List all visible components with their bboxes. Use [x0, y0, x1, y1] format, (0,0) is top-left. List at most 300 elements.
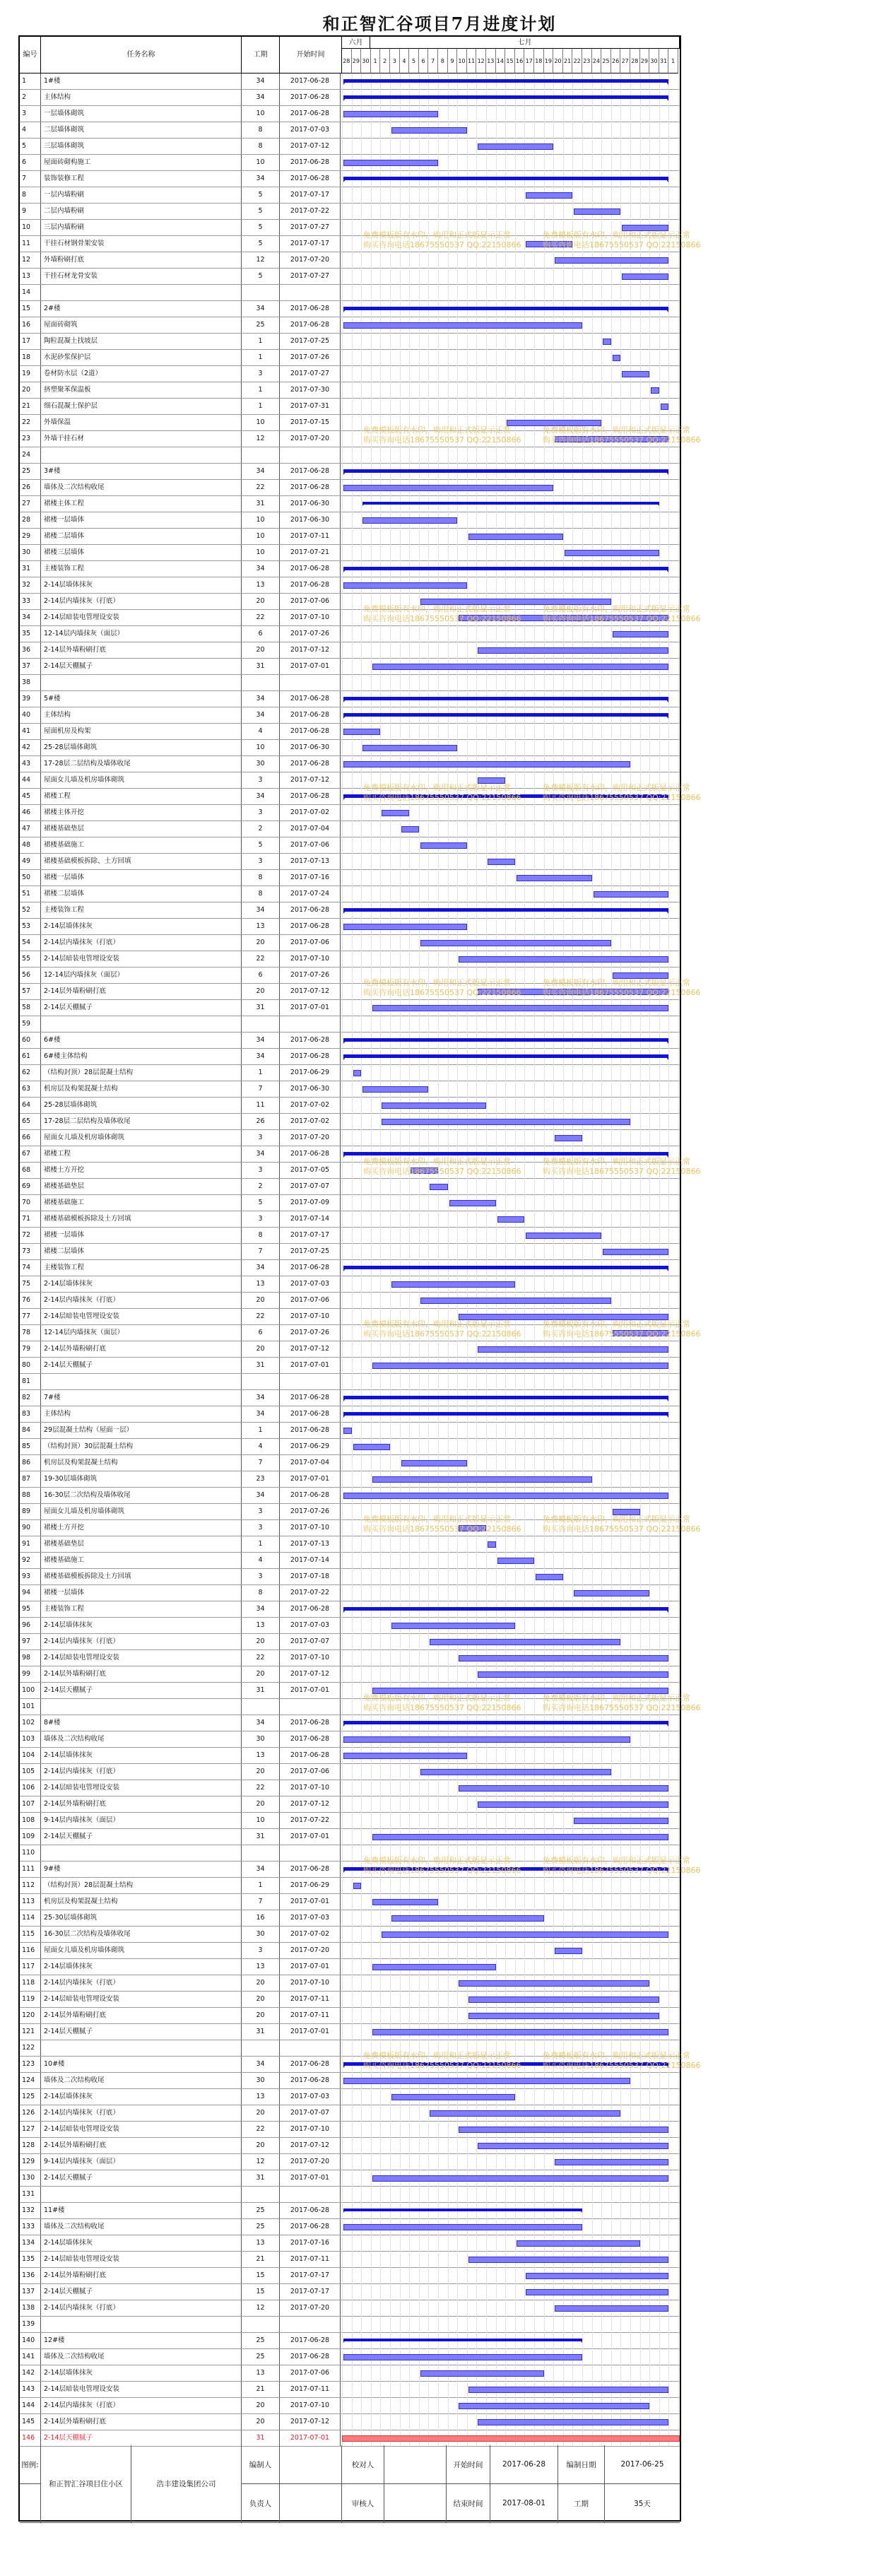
task-bar[interactable]: [459, 2403, 649, 2409]
task-no: 140: [20, 2333, 41, 2348]
task-name: 25-28层墙体砌筑: [41, 1098, 242, 1113]
task-name: 机房层及构架混凝土结构: [41, 1081, 242, 1097]
task-name: 裙楼基础模板拆除及土方回填: [41, 1211, 242, 1227]
task-bar[interactable]: [555, 1948, 582, 1954]
task-bar[interactable]: [555, 2305, 668, 2312]
task-no: 114: [20, 1910, 41, 1926]
watermark-line1: 免费模板版有水印，购用和正式版显示正常: [543, 1157, 690, 1166]
day-header-cell: 31: [659, 49, 669, 73]
summary-bar[interactable]: [343, 79, 668, 83]
task-duration: 34: [242, 789, 280, 804]
task-name: [41, 447, 242, 463]
task-duration: 1: [242, 382, 280, 398]
task-bar[interactable]: [459, 1314, 668, 1320]
task-start: 2017-06-28: [280, 2219, 341, 2235]
task-bar[interactable]: [459, 1525, 486, 1531]
task-name: 2-14层墙体抹灰: [41, 2365, 242, 2381]
task-duration: 31: [242, 1683, 280, 1698]
summary-bar[interactable]: [343, 2339, 582, 2341]
task-name: 墙体及二次结构收尾: [41, 2349, 242, 2365]
grid-line: [611, 73, 612, 2445]
task-bar[interactable]: [478, 1346, 668, 1353]
task-bar[interactable]: [372, 1688, 669, 1694]
summary-bar[interactable]: [343, 307, 668, 310]
grid-line: [524, 73, 525, 2445]
task-no: 123: [20, 2057, 41, 2072]
task-bar[interactable]: [391, 1281, 515, 1288]
task-bar[interactable]: [526, 192, 572, 199]
summary-bar[interactable]: [362, 502, 659, 505]
task-name: 2-14层内墙抹灰（打底）: [41, 2105, 242, 2121]
task-bar[interactable]: [565, 550, 659, 556]
day-header-cell: 10: [457, 49, 467, 73]
task-start: 2017-07-15: [280, 415, 341, 430]
task-start: 2017-07-06: [280, 837, 341, 853]
task-no: 99: [20, 1666, 41, 1682]
grid-line: [592, 73, 593, 2445]
task-no: 19: [20, 366, 41, 382]
grid-line: [563, 73, 564, 2445]
task-start: 2017-07-02: [280, 1114, 341, 1129]
task-duration: 12: [242, 2154, 280, 2170]
task-duration: 12: [242, 2300, 280, 2316]
task-bar[interactable]: [382, 810, 409, 816]
task-bar[interactable]: [343, 2224, 582, 2230]
task-bar[interactable]: [362, 1086, 428, 1093]
task-bar[interactable]: [420, 1298, 611, 1304]
task-bar[interactable]: [382, 1931, 668, 1938]
task-no: 93: [20, 1569, 41, 1584]
task-bar[interactable]: [613, 355, 621, 361]
task-bar[interactable]: [343, 924, 467, 930]
task-bar[interactable]: [478, 777, 505, 784]
task-bar[interactable]: [651, 387, 659, 394]
task-bar[interactable]: [468, 1996, 659, 2003]
summary-bar[interactable]: [343, 1607, 668, 1611]
task-start: 2017-06-28: [280, 90, 341, 105]
task-duration: 5: [242, 269, 280, 284]
task-no: 92: [20, 1553, 41, 1568]
task-bar[interactable]: [555, 2159, 668, 2165]
task-duration: 2: [242, 1179, 280, 1194]
task-bar[interactable]: [497, 1216, 525, 1223]
task-no: 12: [20, 252, 41, 268]
task-start: [280, 675, 341, 690]
task-bar[interactable]: [574, 208, 620, 215]
task-bar[interactable]: [343, 1736, 630, 1743]
footer-reviewer-value[interactable]: [384, 2484, 447, 2523]
task-start: 2017-06-28: [280, 1715, 341, 1731]
task-bar[interactable]: [343, 2078, 630, 2084]
task-bar[interactable]: [420, 1769, 611, 1775]
task-bar[interactable]: [622, 225, 668, 231]
task-duration: 2: [242, 821, 280, 837]
task-name: 屋面女儿墙及机房墙体砌筑: [41, 1130, 242, 1146]
task-no: 1: [20, 73, 41, 89]
task-duration: 34: [242, 1862, 280, 1877]
task-no: 47: [20, 821, 41, 837]
task-name: 二层墙体砌筑: [41, 122, 242, 138]
task-bar[interactable]: [343, 729, 380, 735]
task-bar[interactable]: [574, 1818, 668, 1824]
task-bar[interactable]: [594, 891, 669, 898]
task-bar[interactable]: [343, 322, 582, 329]
watermark-line1: 免费模板版有水印，购用和正式版显示正常: [543, 1319, 690, 1329]
task-bar[interactable]: [343, 2354, 582, 2360]
summary-bar[interactable]: [343, 794, 668, 798]
task-bar[interactable]: [372, 1363, 669, 1369]
task-name: [41, 675, 242, 690]
task-bar[interactable]: [536, 1574, 563, 1580]
task-bar[interactable]: [613, 1330, 669, 1336]
task-start: 2017-06-28: [280, 691, 341, 707]
task-duration: 34: [242, 171, 280, 187]
header-start[interactable]: 开始时间: [280, 37, 342, 73]
task-bar[interactable]: [420, 599, 611, 605]
header-no[interactable]: 编号: [20, 37, 41, 73]
watermark-line2: 购买咨询电话18675550537 QQ:22150866: [543, 1866, 701, 1875]
day-header-cell: 4: [400, 49, 410, 73]
summary-bar[interactable]: [343, 1266, 668, 1269]
task-duration: 20: [242, 1764, 280, 1780]
task-bar[interactable]: [372, 1899, 438, 1905]
task-start: 2017-07-02: [280, 805, 341, 821]
task-bar[interactable]: [507, 420, 601, 426]
task-bar[interactable]: [622, 371, 649, 377]
task-bar[interactable]: [372, 2175, 669, 2182]
task-bar[interactable]: [420, 940, 611, 946]
task-bar[interactable]: [343, 761, 630, 767]
task-bar[interactable]: [372, 664, 669, 670]
task-duration: 13: [242, 919, 280, 934]
task-bar[interactable]: [420, 2370, 544, 2377]
watermark-line1: 免费模板版有水印，购用和正式版显示正常: [543, 425, 690, 435]
task-start: 2017-07-13: [280, 854, 341, 869]
task-name: 2-14层暗装电管埋设安装: [41, 1650, 242, 1666]
watermark-line1: 免费模板版有水印，购用和正式版显示正常: [363, 978, 511, 987]
summary-bar[interactable]: [343, 1867, 668, 1871]
summary-bar[interactable]: [343, 95, 668, 99]
task-bar[interactable]: [353, 1070, 362, 1076]
task-name: 主楼装饰工程: [41, 1260, 242, 1276]
summary-bar[interactable]: [343, 908, 668, 912]
watermark-line1: 免费模板版有水印，购用和正式版显示正常: [363, 2051, 511, 2060]
task-duration: 3: [242, 1520, 280, 1536]
task-duration: 13: [242, 2089, 280, 2105]
task-name: 11#楼: [41, 2203, 242, 2218]
task-start: 2017-07-06: [280, 594, 341, 609]
task-duration: 10: [242, 740, 280, 755]
task-bar[interactable]: [661, 404, 669, 410]
task-bar[interactable]: [382, 1119, 630, 1125]
task-no: 42: [20, 740, 41, 755]
task-bar[interactable]: [343, 160, 438, 166]
task-duration: 10: [242, 545, 280, 560]
task-name: 屋面女儿墙及机房墙体砌筑: [41, 1504, 242, 1519]
task-name: 2-14层天棚腻子: [41, 659, 242, 674]
summary-bar[interactable]: [343, 469, 668, 473]
task-duration: 12: [242, 431, 280, 447]
task-duration: 5: [242, 187, 280, 203]
task-bar[interactable]: [430, 1639, 620, 1645]
task-bar[interactable]: [459, 615, 668, 621]
watermark-line1: 免费模板版有水印，购用和正式版显示正常: [363, 1693, 511, 1702]
watermark-line1: 免费模板版有水印，购用和正式版显示正常: [363, 1157, 511, 1166]
task-duration: 30: [242, 756, 280, 772]
task-duration: 34: [242, 2057, 280, 2072]
summary-bar[interactable]: [343, 1038, 668, 1042]
task-bar[interactable]: [420, 842, 467, 849]
task-start: 2017-07-17: [280, 2284, 341, 2300]
task-bar[interactable]: [478, 1671, 668, 1678]
task-bar[interactable]: [343, 582, 467, 589]
task-bar[interactable]: [459, 1980, 649, 1987]
task-no: 17: [20, 334, 41, 349]
task-bar[interactable]: [468, 2013, 659, 2019]
task-start: 2017-06-30: [280, 496, 341, 512]
task-duration: 5: [242, 236, 280, 252]
day-header-cell: 6: [419, 49, 429, 73]
task-start: [280, 1699, 341, 1715]
task-duration: 20: [242, 642, 280, 658]
task-bar[interactable]: [372, 1964, 496, 1970]
task-name: 屋面机房及构架: [41, 724, 242, 739]
task-bar[interactable]: [382, 1102, 486, 1109]
task-name: （结构封顶）28层混凝土结构: [41, 1065, 242, 1081]
watermark-line1: 免费模板版有水印，购用和正式版显示正常: [363, 230, 511, 240]
task-duration: [242, 285, 280, 300]
task-no: 67: [20, 1146, 41, 1162]
task-bar[interactable]: [488, 859, 515, 865]
task-bar[interactable]: [411, 1168, 438, 1174]
grid-line: [496, 73, 497, 2445]
task-start: 2017-07-01: [280, 1829, 341, 1845]
task-name: 16-30层二次结构及墙体收尾: [41, 1927, 242, 1942]
task-bar[interactable]: [430, 2110, 620, 2117]
task-bar[interactable]: [468, 2257, 669, 2263]
task-name: [41, 2040, 242, 2056]
task-bar[interactable]: [574, 1590, 649, 1596]
task-start: 2017-07-11: [280, 529, 341, 544]
footer-checker-value[interactable]: [384, 2445, 447, 2484]
task-bar[interactable]: [613, 1509, 640, 1515]
task-bar[interactable]: [401, 1460, 467, 1466]
summary-bar[interactable]: [343, 1396, 668, 1399]
task-bar[interactable]: [391, 1623, 515, 1629]
task-bar[interactable]: [430, 1184, 447, 1190]
task-name: 2-14层墙体抹灰: [41, 2089, 242, 2105]
task-bar[interactable]: [362, 517, 457, 524]
task-duration: 25: [242, 2219, 280, 2235]
task-duration: 25: [242, 2349, 280, 2365]
summary-bar[interactable]: [343, 2209, 582, 2211]
task-bar[interactable]: [468, 534, 563, 540]
task-bar[interactable]: [603, 1249, 668, 1255]
task-name: [41, 2317, 242, 2332]
selected-task-bar[interactable]: [342, 2435, 680, 2442]
task-no: 118: [20, 1975, 41, 1991]
task-bar[interactable]: [478, 1801, 668, 1808]
watermark-line2: 购买咨询电话18675550537 QQ:22150866: [543, 793, 701, 802]
task-no: 28: [20, 512, 41, 528]
footer-owner-value[interactable]: [280, 2484, 342, 2523]
task-name: 墙体及二次结构收尾: [41, 1731, 242, 1747]
task-duration: 20: [242, 935, 280, 951]
task-start: 2017-07-12: [280, 1796, 341, 1812]
task-bar[interactable]: [391, 2094, 515, 2100]
task-duration: 34: [242, 902, 280, 918]
task-bar[interactable]: [343, 1493, 668, 1499]
task-duration: 3: [242, 772, 280, 788]
task-bar[interactable]: [478, 2143, 668, 2149]
summary-bar[interactable]: [343, 2062, 668, 2066]
header-name[interactable]: 任务名称: [41, 37, 242, 73]
task-bar[interactable]: [353, 1444, 390, 1450]
task-bar[interactable]: [497, 1558, 534, 1564]
task-bar[interactable]: [478, 989, 668, 995]
task-bar[interactable]: [517, 875, 592, 881]
task-bar[interactable]: [478, 2419, 668, 2425]
task-name: 裙楼主体开挖: [41, 805, 242, 821]
task-duration: 22: [242, 2122, 280, 2137]
task-bar[interactable]: [343, 1428, 352, 1434]
task-bar[interactable]: [478, 143, 553, 150]
grid-line: [400, 73, 401, 2445]
task-no: 120: [20, 2008, 41, 2023]
task-duration: 20: [242, 1796, 280, 1812]
task-duration: 10: [242, 415, 280, 430]
task-bar[interactable]: [343, 1753, 467, 1759]
task-bar[interactable]: [372, 2029, 669, 2035]
task-duration: 23: [242, 1471, 280, 1487]
task-name: 机房层及构架混凝土结构: [41, 1455, 242, 1471]
task-no: 139: [20, 2317, 41, 2332]
task-bar[interactable]: [372, 1476, 592, 1483]
task-bar[interactable]: [372, 1005, 669, 1011]
task-duration: 31: [242, 2430, 280, 2446]
watermark-line2: 购买咨询电话18675550537 QQ:22150866: [543, 1167, 701, 1176]
task-bar[interactable]: [526, 2289, 668, 2295]
task-name: 19-30层墙体砌筑: [41, 1471, 242, 1487]
task-start: 2017-07-01: [280, 659, 341, 674]
task-name: 12-14层内墙抹灰（面层）: [41, 1325, 242, 1341]
task-no: 49: [20, 854, 41, 869]
task-start: 2017-07-12: [280, 2414, 341, 2430]
task-no: 89: [20, 1504, 41, 1519]
task-duration: 6: [242, 626, 280, 642]
summary-bar[interactable]: [343, 1054, 668, 1058]
task-start: 2017-06-28: [280, 1601, 341, 1617]
task-name: 2-14层墙体抹灰: [41, 919, 242, 934]
task-name: 9-14层内墙抹灰（面层）: [41, 1813, 242, 1828]
day-header-cell: 12: [476, 49, 486, 73]
task-duration: 3: [242, 1569, 280, 1584]
task-bar[interactable]: [613, 631, 669, 637]
summary-bar[interactable]: [343, 697, 668, 700]
task-bar[interactable]: [603, 339, 611, 345]
task-duration: 6: [242, 1325, 280, 1341]
task-bar[interactable]: [459, 1785, 668, 1792]
task-bar[interactable]: [391, 127, 467, 134]
task-no: 51: [20, 886, 41, 902]
task-bar[interactable]: [459, 2127, 668, 2133]
task-bar[interactable]: [613, 972, 669, 979]
task-name: 2-14层墙体抹灰: [41, 1959, 242, 1975]
task-duration: 20: [242, 1992, 280, 2007]
task-name: 裙楼一层墙体: [41, 870, 242, 886]
task-duration: 5: [242, 220, 280, 235]
task-bar[interactable]: [459, 956, 668, 963]
day-header-cell: 30: [649, 49, 659, 73]
task-duration: 22: [242, 1309, 280, 1324]
task-no: 58: [20, 1000, 41, 1016]
task-bar[interactable]: [343, 111, 438, 117]
summary-bar[interactable]: [343, 1152, 668, 1155]
task-bar[interactable]: [362, 745, 457, 751]
task-bar[interactable]: [372, 1834, 669, 1840]
task-duration: 1: [242, 350, 280, 365]
summary-bar[interactable]: [343, 1412, 668, 1416]
task-bar[interactable]: [555, 1135, 582, 1141]
task-no: 70: [20, 1195, 41, 1211]
task-start: 2017-06-30: [280, 1081, 341, 1097]
task-start: 2017-07-21: [280, 545, 341, 560]
header-duration[interactable]: 工期: [242, 37, 280, 73]
task-duration: 34: [242, 561, 280, 577]
summary-bar[interactable]: [343, 713, 668, 717]
task-no: 46: [20, 805, 41, 821]
task-bar[interactable]: [555, 436, 668, 442]
task-name: 卷材防水层（2道）: [41, 366, 242, 382]
task-bar[interactable]: [468, 2387, 669, 2393]
task-bar[interactable]: [459, 1655, 668, 1662]
task-bar[interactable]: [449, 1200, 496, 1206]
task-start: 2017-07-20: [280, 252, 341, 268]
task-bar[interactable]: [526, 241, 572, 247]
task-bar[interactable]: [478, 647, 668, 654]
task-duration: 3: [242, 805, 280, 821]
task-duration: 10: [242, 106, 280, 122]
task-bar[interactable]: [391, 1915, 544, 1922]
summary-bar[interactable]: [343, 1721, 668, 1724]
grid-line: [457, 73, 458, 2445]
task-start: 2017-07-26: [280, 1325, 341, 1341]
task-name: 2-14层天棚腻子: [41, 2170, 242, 2186]
footer-compiler-value[interactable]: [280, 2445, 342, 2484]
task-bar[interactable]: [526, 1233, 601, 1239]
summary-bar[interactable]: [343, 177, 668, 180]
task-bar[interactable]: [401, 826, 419, 833]
task-bar[interactable]: [343, 485, 553, 491]
task-duration: 1: [242, 334, 280, 349]
task-start: 2017-07-13: [280, 1536, 341, 1552]
task-no: 71: [20, 1211, 41, 1227]
task-bar[interactable]: [622, 274, 668, 280]
task-bar[interactable]: [517, 2240, 640, 2247]
summary-bar[interactable]: [343, 567, 668, 570]
task-start: 2017-07-27: [280, 269, 341, 284]
task-bar[interactable]: [353, 1883, 362, 1889]
task-name: 细石混凝土保护层: [41, 399, 242, 414]
task-bar[interactable]: [526, 2273, 668, 2279]
task-name: 裙楼土方开挖: [41, 1520, 242, 1536]
task-duration: 30: [242, 1927, 280, 1942]
task-no: 96: [20, 1618, 41, 1633]
task-bar[interactable]: [555, 257, 668, 264]
footer-plan-date-label: 编制日期: [558, 2445, 605, 2484]
task-bar[interactable]: [488, 1541, 496, 1548]
task-start: 2017-07-27: [280, 366, 341, 382]
